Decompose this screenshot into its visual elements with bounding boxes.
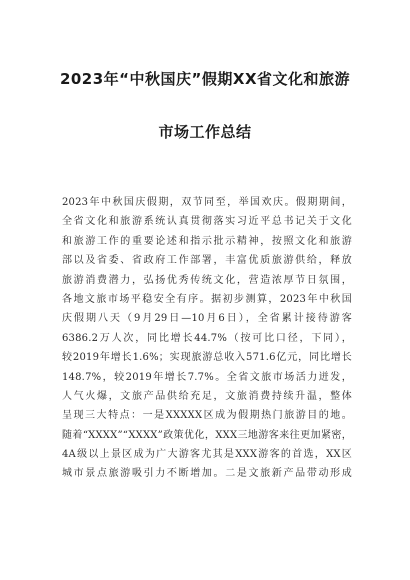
body-line: 2023年中秋国庆假期，双节同至，举国欢庆。假期期间， bbox=[62, 197, 352, 208]
body-line: 4A级以上景区成为广大游客尤其是XXX游客的首选，XX区 bbox=[62, 449, 352, 461]
body-line: 148.7%，较2019年增长7.7%。全省文旅市场活力迸发， bbox=[62, 371, 352, 383]
body-line: 全省文化和旅游系统认真贯彻落实习近平总书记关于文化 bbox=[62, 216, 352, 228]
body-line: 呈现三大特点：一是XXXXX区成为假期热门旅游目的地。 bbox=[62, 410, 352, 422]
body-line: 城市景点旅游吸引力不断增加。二是文旅新产品带动形成 bbox=[62, 468, 352, 480]
body-line: 较2019年增长1.6%；实现旅游总收入571.6亿元，同比增长 bbox=[62, 352, 352, 364]
body-line: 部以及省委、省政府工作部署，丰富优质旅游供给，释放 bbox=[62, 255, 352, 267]
body-line: 庆假期八天（9月29日—10月6日），全省累计接待游客 bbox=[62, 313, 352, 325]
body-line: 6386.2万人次，同比增长44.7%（按可比口径，下同）， bbox=[62, 332, 352, 344]
body-line: 和旅游工作的重要论述和指示批示精神，按照文化和旅游 bbox=[62, 235, 352, 247]
body-line: 旅游消费潜力，弘扬优秀传统文化，营造浓厚节日氛围， bbox=[62, 274, 352, 286]
body-line: 随着“XXXX”“XXXX”政策优化，XXX三地游客来往更加紧密， bbox=[62, 429, 352, 441]
document-body bbox=[62, 193, 352, 484]
document-title-line-1: 2023年“中秋国庆”假期XX省文化和旅游 bbox=[59, 70, 351, 88]
body-line: 人气火爆，文旅产品供给充足，文旅消费持续升温，整体 bbox=[62, 390, 352, 402]
body-line: 各地文旅市场平稳安全有序。据初步测算，2023年中秋国 bbox=[62, 293, 352, 305]
document-title-line-2: 市场工作总结 bbox=[158, 123, 252, 141]
